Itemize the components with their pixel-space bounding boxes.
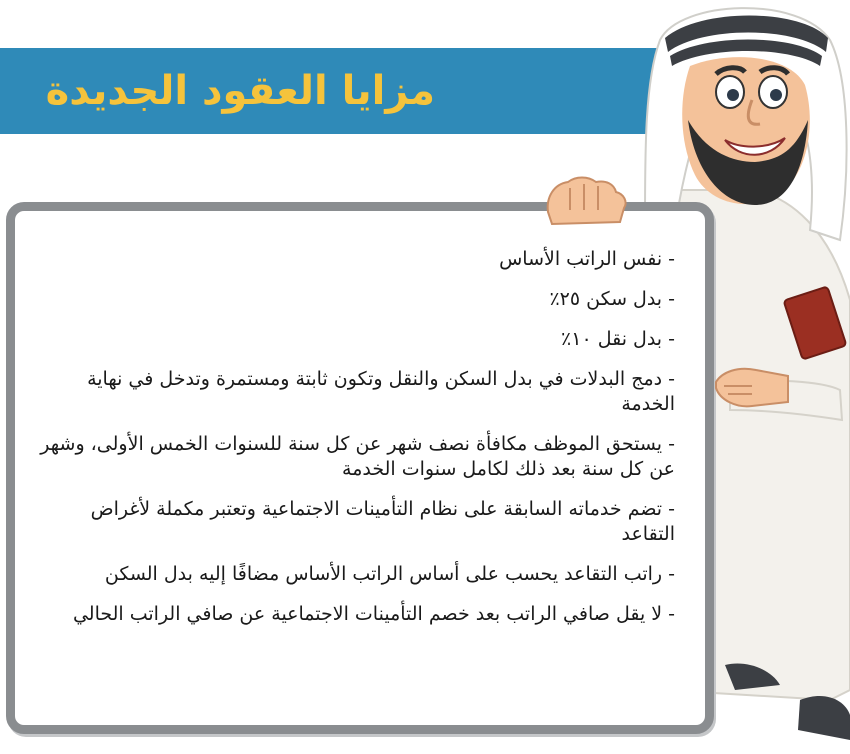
shoe-right — [798, 696, 850, 740]
benefits-list — [15, 211, 705, 627]
page-title: مزايا العقود الجديدة — [45, 68, 435, 114]
hand-icon — [712, 358, 792, 414]
list-item: - لا يقل صافي الراتب بعد خصم التأمينات الاجتماعية عن صافي الراتب الحالي — [72, 603, 675, 625]
list-item: - نفس الراتب الأساس — [499, 248, 675, 270]
list-item: - بدل نقل ١٠٪ — [561, 328, 675, 350]
list-item: - يستحق الموظف مكافأة نصف شهر عن كل سنة للسنوات الخمس الأولى، وشهر عن كل سنة بعد ذلك لكامل سنوات الخدمة — [40, 433, 675, 480]
content-board — [6, 202, 714, 734]
list-item: - تضم خدماته السابقة على نظام التأمينات الاجتماعية وتعتبر مكملة لأغراض التقاعد — [90, 498, 675, 545]
list-item: - بدل سكن ٢٥٪ — [549, 288, 675, 310]
hand-icon — [540, 172, 630, 232]
list-item: - راتب التقاعد يحسب على أساس الراتب الأساس مضافًا إليه بدل السكن — [104, 563, 675, 585]
list-item: - دمج البدلات في بدل السكن والنقل وتكون ثابتة ومستمرة وتدخل في نهاية الخدمة — [87, 368, 675, 415]
